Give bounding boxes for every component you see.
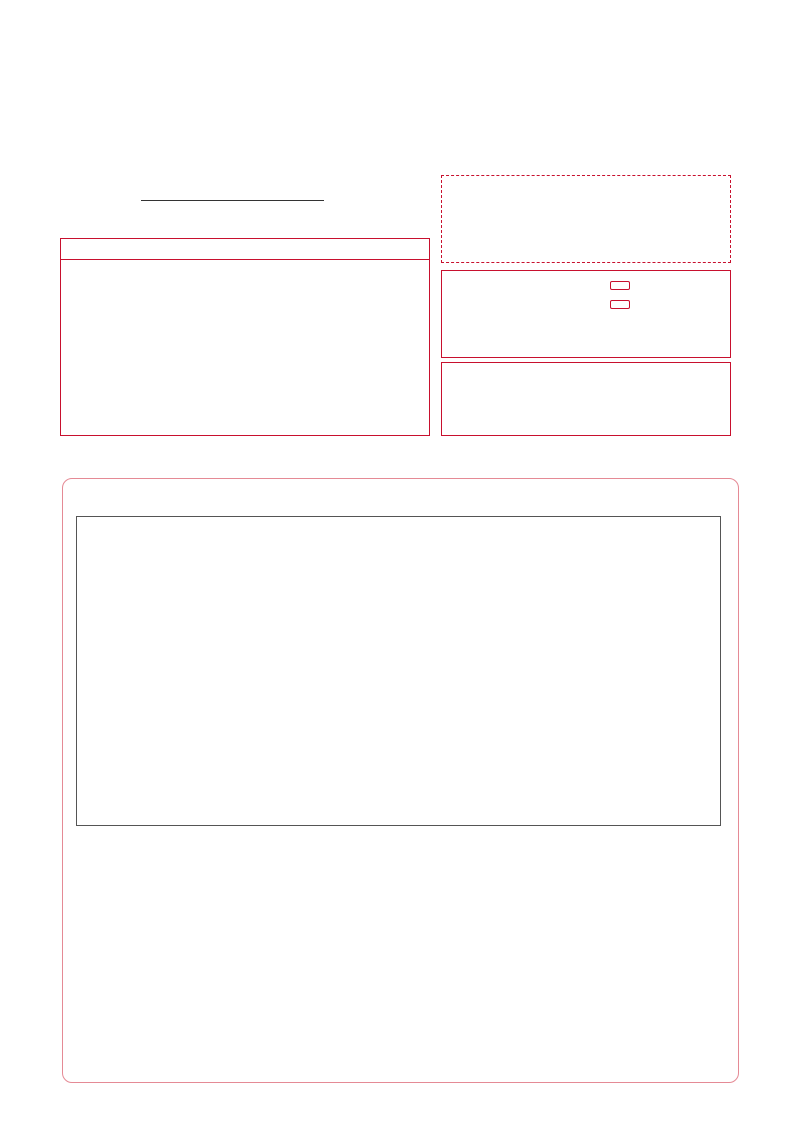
violation-mark[interactable] [610,300,630,309]
multiple-choice-box [76,516,721,826]
notice-heading [60,238,430,260]
question-31-answer-area[interactable] [74,892,721,1042]
fill-example-box [441,362,731,436]
exam-ban-box [441,270,731,358]
notice-body [60,259,430,436]
absent-mark[interactable] [610,281,630,290]
timing-marks-top [52,38,750,50]
name-field[interactable] [141,200,324,201]
barcode-area [441,175,731,263]
